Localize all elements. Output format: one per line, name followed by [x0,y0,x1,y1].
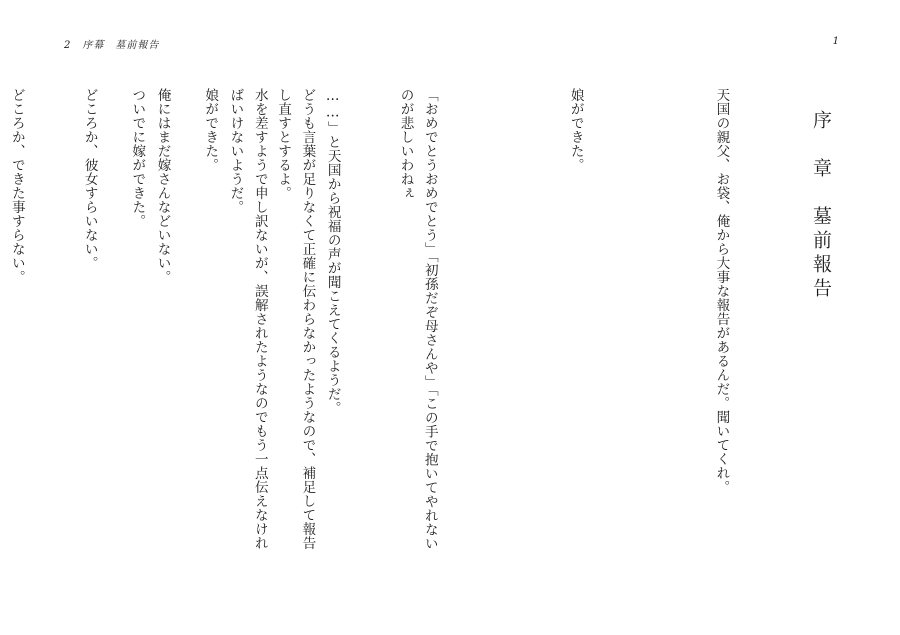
text-line [52,88,76,558]
text-line: ついでに嫁ができた。 [129,88,146,228]
text-line [490,88,514,558]
left-page-text [0,88,368,558]
text-line [0,88,4,558]
text-line: 水を差すようで申し訳ないが、誤解されたようなのでもう一点伝えなければいけないようだ。 [227,88,268,550]
text-line: 「おめでとうおめでとう」「初孫だぞ母さんや」「この手で抱いてやれないのが悲しいわねぇ [397,88,438,551]
page-number: 1 [832,36,840,47]
text-line: 天国の親父、お袋、俺から大事な報告があるんだ。聞いてくれ。 [713,88,730,494]
text-line: どころか、できた事すらない。 [8,88,25,284]
text-line: 娘ができた。 [202,88,219,172]
text-line: 娘ができた。 [567,88,584,172]
chapter-title: 序 章 墓前報告 [810,110,832,302]
text-line: どころか、彼女すらいない。 [81,88,98,270]
text-line [636,88,660,558]
text-line: どうも言葉が足りなくて正確に伝わらなかったようなので、補足して報告し直すとするよ。 [275,88,316,550]
running-header: 2 序幕 墓前報告 [64,40,160,51]
text-line: ……」と天国から祝福の声が聞こえてくるようだ。 [324,88,341,415]
text-line: 俺にはまだ嫁さんなどいない。 [154,88,171,284]
